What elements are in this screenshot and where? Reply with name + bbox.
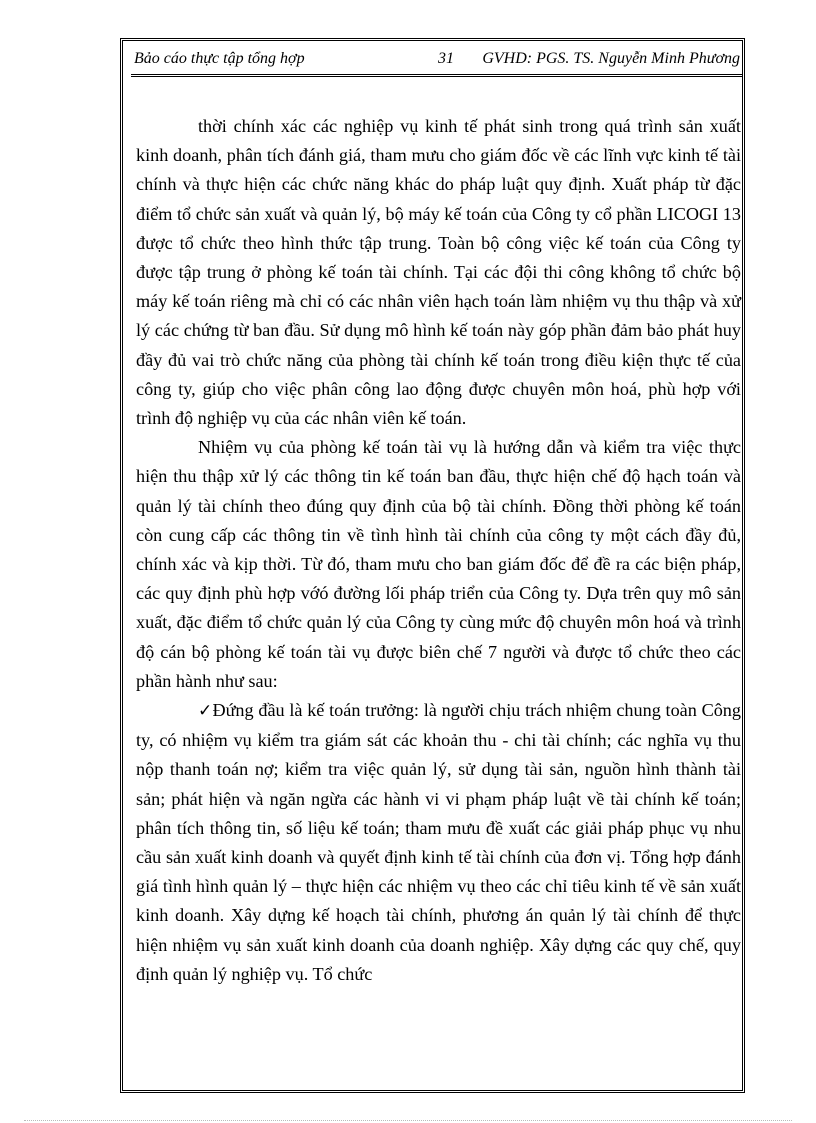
checkmark-icon: ✓ — [198, 701, 213, 722]
supervisor: GVHD: PGS. TS. Nguyễn Minh Phương — [482, 50, 740, 67]
page-header — [134, 48, 740, 72]
page-number: 31 — [438, 50, 454, 67]
paragraph-1: thời chính xác các nghiệp vụ kinh tế phát sinh trong quá trình sản xuất kinh doanh, phân tích đánh giá, tham mưu cho giám đốc về các lĩnh vực kinh tế tài chính và thực hiện các chức năng khác do pháp luật quy định. Xuất pháp từ đặc điểm tổ chức sản xuất và quản lý, bộ máy kế toán của Công ty cổ phần LICOGI 13 được tổ chức theo hình thức tập trung. Toàn bộ công việc kế toán của Công ty được tập trung ở phòng kế toán tài chính. Tại các đội thi công không tổ chức bộ máy kế toán riêng mà chỉ có các nhân viên hạch toán làm nhiệm vụ thu thập và xử lý các chứng từ ban đầu. Sử dụng mô hình kế toán này góp phần đảm bảo phát huy đầy đủ vai trò chức năng của phòng tài chính kế toán trong điều kiện thực tế của công ty, giúp cho việc phân công lao động được chuyên môn hoá, phù hợp với trình độ nghiệp vụ của các nhân viên kế toán. — [136, 116, 741, 429]
paragraph-2: Nhiệm vụ của phòng kế toán tài vụ là hướng dẫn và kiểm tra việc thực hiện thu thập xử lý các thông tin kế toán ban đầu, thực hiện chế độ hạch toán và quản lý tài chính theo đúng quy định của bộ tài chính. Đồng thời phòng kế toán còn cung cấp các thông tin về tình hình tài chính của công ty một cách đầy đủ, chính xác và kịp thời. Từ đó, tham mưu cho ban giám đốc để đề ra các biện pháp, các quy định phù hợp vớó đường lối pháp triển của Công ty. Dựa trên quy mô sản xuất, đặc điểm tổ chức quản lý của Công ty cùng mức độ chuyên môn hoá và trình độ cán bộ phòng kế toán tài vụ được biên chế 7 người và được tổ chức theo các phần hành như sau: — [136, 437, 741, 691]
report-title: Bảo cáo thực tập tổng hợp — [134, 50, 305, 67]
footer-divider — [24, 1120, 792, 1121]
document-body — [136, 112, 741, 989]
bullet-paragraph — [136, 696, 741, 989]
bullet-text: Đứng đầu là kế toán trưởng: là người chịu trách nhiệm chung toàn Công ty, có nhiệm vụ kiểm tra giám sát các khoản thu - chi tài chính; các nghĩa vụ thu nộp thanh toán nợ; kiểm tra việc quản lý, sử dụng tài sản, nguồn hình thành tài sản; phát hiện và ngăn ngừa các hành vi vi phạm pháp luật về tài chính kế toán; phân tích thông tin, số liệu kế toán; tham mưu đề xuất các giải pháp phục vụ nhu cầu sản xuất kinh doanh và quyết định kinh tế tài chính của đơn vị. Tổng hợp đánh giá tình hình quản lý – thực hiện các nhiệm vụ theo các chỉ tiêu kinh tế về sản xuất kinh doanh. Xây dựng kế hoạch tài chính, phương án quản lý tài chính để thực hiện nhiệm vụ sản xuất kinh doanh của doanh nghiệp. Xây dựng các quy chế, quy định quản lý nghiệp vụ. Tổ chức — [136, 700, 741, 984]
header-divider — [131, 74, 743, 77]
